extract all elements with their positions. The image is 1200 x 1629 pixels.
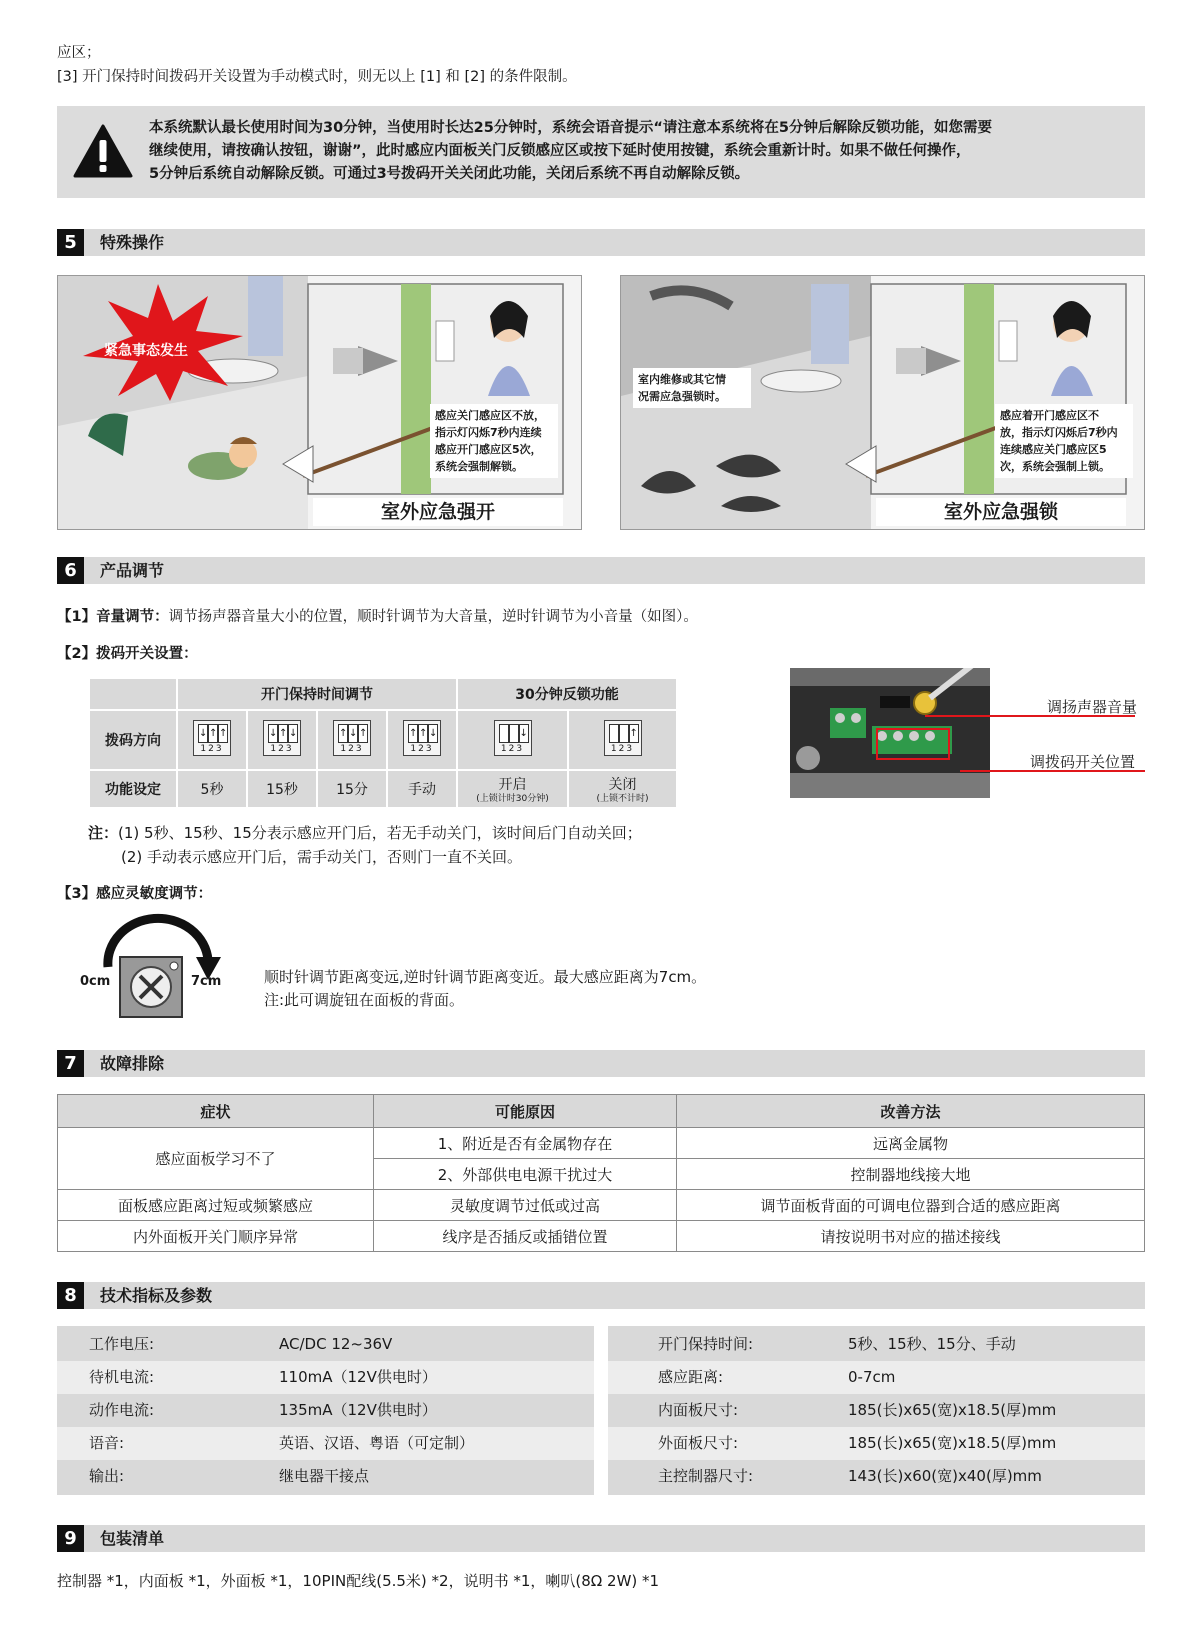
symptom-cell: 面板感应距离过短或频繁感应 [58,1190,374,1221]
dial-min-label: 0cm [80,974,111,989]
fix-cell: 远离金属物 [677,1128,1145,1159]
description-line: 感应关门感应区不放， [435,409,545,422]
section-title: 包装清单 [100,1529,165,1548]
lock-off-label: 关闭 [608,776,637,793]
dip-switch-icon: ↑ ↑ ↓ 123 [403,720,441,756]
dip-switch-icon: ↓ ↑ ↑ 123 [193,720,231,756]
spec-row [608,1328,1145,1361]
spec-value: 110mA（12V供电时） [279,1368,437,1386]
intro-line-1: 应区； [57,45,101,61]
dip-switch-15s [247,710,317,770]
illustration-emergency-open [57,275,582,530]
packing-list: 控制器 *1，内面板 *1，外面板 *1，10PIN配线(5.5米) *2，说明书 *1，喇叭(8Ω 2W) *1 [57,1572,660,1590]
spec-key: 动作电流: [89,1401,155,1419]
warning-box [57,106,1145,198]
keep-open-time-header: 开门保持时间调节 [177,678,457,710]
setting-15s: 15秒 [247,770,317,808]
spec-value: 英语、汉语、粤语（可定制） [279,1434,475,1452]
setting-15min: 15分 [317,770,387,808]
description-line: 连续感应关门感应区5 [1000,443,1107,456]
spec-value: 继电器干接点 [279,1467,370,1485]
cause-cell: 2、外部供电电源干扰过大 [374,1159,677,1190]
cause-cell: 灵敏度调节过低或过高 [374,1190,677,1221]
volume-adjust-heading: 【1】音量调节： [57,609,169,625]
cause-cell: 线序是否插反或插错位置 [374,1221,677,1252]
section-5-header [57,229,1145,256]
dip-switch-icon: ↑ ↓ ↑ 123 [333,720,371,756]
fix-cell: 请按说明书对应的描述接线 [677,1221,1145,1252]
controller-board-photo [790,668,990,798]
section-8-header [57,1282,1145,1309]
dip-switch-15min [317,710,387,770]
troubleshooting-table [57,1094,1145,1252]
fix-cell: 控制器地线接大地 [677,1159,1145,1190]
section-title: 产品调节 [100,561,165,580]
spec-value: 135mA（12V供电时） [279,1401,437,1419]
spec-key: 感应距离: [658,1368,724,1386]
warning-line: 本系统默认最长使用时间为30分钟，当使用时长达25分钟时，系统会语音提示“请注意本系统将在5分钟后解除反锁功能，如您需要 [149,120,992,136]
sensitivity-text-2: 注:此可调旋钮在面板的背面。 [264,991,465,1009]
description-line: 次，系统会强制上锁。 [1000,460,1110,473]
spec-key: 外面板尺寸: [658,1434,739,1452]
dip-switch-manual [387,710,457,770]
switch-direction-label: 拨码方向 [89,710,177,770]
switch-numbers: 123 [410,744,434,754]
emergency-burst-text: 紧急事态发生 [104,343,188,359]
spec-row [57,1427,594,1460]
spec-row [608,1460,1145,1493]
dip-switch-table [88,677,678,809]
spec-row [608,1394,1145,1427]
lock-on-note: (上锁计时30分钟) [476,793,549,804]
dip-note-2: (2) 手动表示感应开门后，需手动关门，否则门一直不关回。 [121,848,523,866]
note-text: (1) 5秒、15秒、15分表示感应开门后，若无手动关门，该时间后门自动关回； [118,824,642,842]
lock-on-label: 开启 [498,776,527,793]
volume-photo-label: 调扬声器音量 [1047,698,1138,716]
dip-switch-highlight [876,728,950,760]
spec-table-left [57,1326,594,1495]
emergency-scene-illustration [58,276,582,530]
section-number: 7 [57,1050,84,1077]
dip-switch-icon: ↓ 123 [494,720,532,756]
volume-adjust-text: 调节扬声器音量大小的位置，顺时针调节为大音量，逆时针调节为小音量（如图）。 [168,609,698,625]
spec-value: 5秒、15秒、15分、手动 [848,1335,1016,1353]
switch-numbers: 123 [340,744,364,754]
switch-numbers: 123 [500,744,525,754]
spec-row [608,1361,1145,1394]
setting-5s: 5秒 [177,770,247,808]
table-row [58,1221,1145,1252]
description-line: 感应开门感应区5次， [435,443,542,456]
section-6-header [57,557,1145,584]
switch-numbers: 123 [200,744,224,754]
table-corner [89,678,177,710]
spec-row [608,1427,1145,1460]
lock-function-header: 30分钟反锁功能 [457,678,677,710]
spec-key: 输出: [89,1467,125,1485]
sensitivity-text-1: 顺时针调节距离变远,逆时针调节距离变近。最大感应距离为7cm。 [264,968,707,986]
switch-numbers: 123 [270,744,294,754]
note-heading: 注： [88,824,119,842]
section-title: 技术指标及参数 [100,1286,213,1305]
dip-note-1 [88,822,642,844]
section-9-header [57,1525,1145,1552]
symptom-cell: 内外面板开关门顺序异常 [58,1221,374,1252]
spec-key: 语音: [89,1434,125,1452]
spec-row [57,1328,594,1361]
dip-photo-label: 调拨码开关位置 [1030,753,1136,771]
header-fix: 改善方法 [677,1095,1145,1128]
sensitivity-dial-icon [78,912,238,1022]
emergency-lock-description [995,404,1133,478]
spec-value: 0-7cm [848,1368,896,1386]
cause-cell: 1、附近是否有金属物存在 [374,1128,677,1159]
warning-line: 继续使用，请按确认按钮，谢谢”，此时感应内面板关门反锁感应区或按下延时使用按键，系统会重新计时。如果不做任何操作， [149,143,971,159]
dip-switch-lock-on [457,710,568,770]
sensitivity-heading: 【3】感应灵敏度调节： [57,886,213,902]
warning-line: 5分钟后系统自动解除反锁。可通过3号拨码开关关闭此功能，关闭后系统不再自动解除反锁。 [149,166,750,182]
dip-switch-5s [177,710,247,770]
emergency-lock-caption: 室外应急强锁 [876,498,1126,526]
header-symptom: 症状 [58,1095,374,1128]
spec-key: 开门保持时间: [658,1335,754,1353]
volume-adjust-line [57,606,698,628]
intro-line-2: [3] 开门保持时间拨码开关设置为手动模式时，则无以上 [1] 和 [2] 的条件限制。 [57,69,577,85]
function-setting-label: 功能设定 [89,770,177,808]
symptom-cell: 感应面板学习不了 [58,1128,374,1190]
spec-value: 185(长)x65(宽)x18.5(厚)mm [848,1401,1057,1419]
section-7-header [57,1050,1145,1077]
spec-key: 主控制器尺寸: [658,1467,754,1485]
description-line: 感应着开门感应区不 [1000,409,1099,422]
illustration-emergency-lock [620,275,1145,530]
spec-row [57,1361,594,1394]
table-row [58,1128,1145,1159]
section-number: 5 [57,229,84,256]
section-number: 8 [57,1282,84,1309]
warning-text [149,117,1134,186]
fix-cell: 调节面板背面的可调电位器到合适的感应距离 [677,1190,1145,1221]
warning-triangle-icon [73,124,133,178]
header-cause: 可能原因 [374,1095,677,1128]
section-title: 特殊操作 [100,233,165,252]
dip-switch-icon: ↓ ↑ ↓ 123 [263,720,301,756]
setting-lock-off [568,770,677,808]
section-number: 6 [57,557,84,584]
spec-row [57,1394,594,1427]
spec-key: 内面板尺寸: [658,1401,739,1419]
dial-max-label: 7cm [191,974,222,989]
description-line: 指示灯闪烁7秒内连续 [435,426,542,439]
note-line: 室内维修或其它情 [638,373,726,386]
spec-key: 待机电流: [89,1368,155,1386]
emergency-open-description [430,404,558,478]
maintenance-note [633,368,751,408]
dip-switch-lock-off [568,710,677,770]
note-line: 况需应急强锁时。 [638,390,726,403]
spec-key: 工作电压: [89,1335,155,1353]
spec-value: 185(长)x65(宽)x18.5(厚)mm [848,1434,1057,1452]
section-title: 故障排除 [100,1054,165,1073]
dip-switch-heading: 【2】拨码开关设置： [57,646,198,662]
setting-manual: 手动 [387,770,457,808]
dip-switch-icon: ↑ 123 [604,720,642,756]
section-number: 9 [57,1525,84,1552]
switch-numbers: 123 [610,744,635,754]
spec-row [57,1460,594,1493]
spec-value: AC/DC 12~36V [279,1335,393,1353]
description-line: 系统会强制解锁。 [435,460,523,473]
description-line: 放，指示灯闪烁后7秒内 [1000,426,1118,439]
spec-table-right [608,1326,1145,1495]
lock-off-note: (上锁不计时) [596,793,649,804]
setting-lock-on [457,770,568,808]
spec-value: 143(长)x60(宽)x40(厚)mm [848,1467,1042,1485]
table-row [58,1190,1145,1221]
emergency-open-caption: 室外应急强开 [313,498,563,526]
